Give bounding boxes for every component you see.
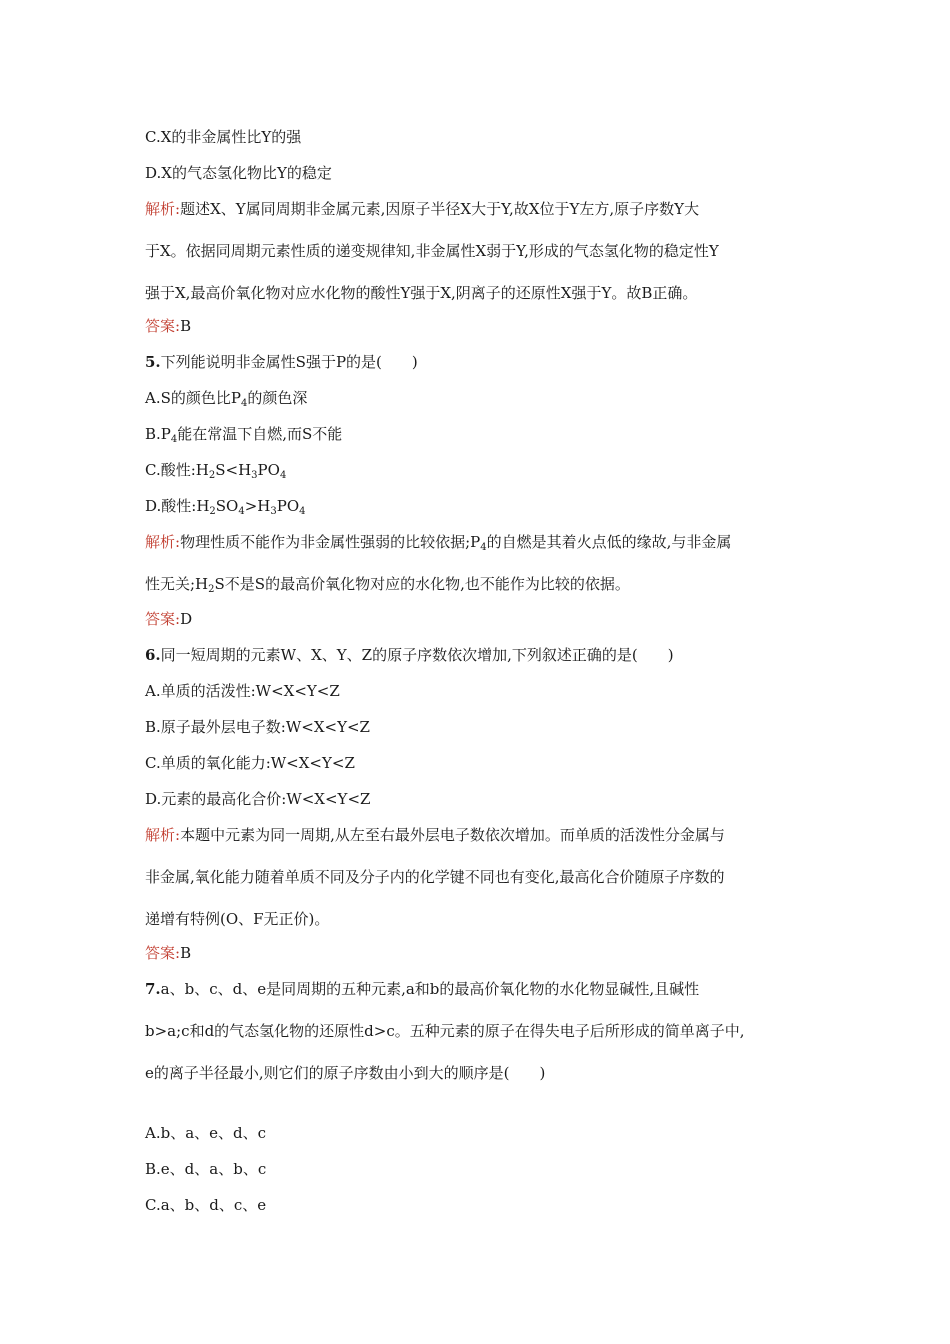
- q6-answer: [145, 943, 825, 963]
- q4-analysis-line-1: [145, 199, 825, 219]
- answer-value: D: [180, 610, 193, 628]
- q7-stem-line-3: e的离子半径最小,则它们的原子序数由小到大的顺序是( ): [145, 1064, 546, 1082]
- q6-stem: [145, 645, 825, 665]
- q5-stem: [145, 352, 825, 372]
- analysis-label: 解析:: [145, 826, 181, 844]
- question-text: 下列能说明非金属性S强于P的是( ): [160, 353, 418, 371]
- q5-analysis-line-2: 性无关$;H_2S$不是S的最高价氧化物对应的水化物,也不能作为比较的依据。: [145, 575, 630, 595]
- question-number: 6.: [145, 646, 161, 664]
- answer-value: B: [180, 317, 192, 335]
- q4-option-c: C.X的非金属性比Y的强: [145, 128, 302, 146]
- analysis-label: 解析:: [145, 533, 181, 551]
- answer-label: 答案:: [145, 317, 181, 335]
- question-number: 5.: [145, 353, 161, 371]
- q4-answer: [145, 316, 825, 336]
- answer-label: 答案:: [145, 944, 181, 962]
- question-number: 7.: [145, 980, 161, 998]
- q7-stem-line-2: b>a;c和d的气态氢化物的还原性d>c。五种元素的原子在得失电子后所形成的简单离子中,: [145, 1022, 745, 1040]
- q6-option-b: B.原子最外层电子数:W<X<Y<Z: [145, 718, 370, 736]
- q5-option-c: C.酸性$:H_2S<H_3PO_4$: [145, 461, 287, 481]
- q7-stem-line-1: 7.a、b、c、d、e是同周期的五种元素,a和b的最高价氧化物的水化物显碱性,且碱性: [145, 980, 700, 998]
- q6-analysis-line-1: 解析:本题中元素为同一周期,从左至右最外层电子数依次增加。而单质的活泼性分金属与: [145, 826, 725, 844]
- q5-option-b: $B.P_4$能在常温下自燃,而S不能: [145, 425, 343, 445]
- analysis-text: 题述X、Y属同周期非金属元素,因原子半径X大于Y,故X位于Y左方,原子序数Y大: [180, 200, 700, 218]
- q6-analysis-line-2: 非金属,氧化能力随着单质不同及分子内的化学键不同也有变化,最高化合价随原子序数的: [145, 868, 725, 886]
- question-text: 同一短周期的元素W、X、Y、Z的原子序数依次增加,下列叙述正确的是( ): [160, 646, 674, 664]
- q7-option-a: A.b、a、e、d、c: [145, 1124, 267, 1142]
- q7-option-c: C.a、b、d、c、e: [145, 1196, 267, 1214]
- q4-option-d: D.X的气态氢化物比Y的稳定: [145, 164, 332, 182]
- q6-option-d: D.元素的最高化合价:W<X<Y<Z: [145, 790, 371, 808]
- q6-analysis-line-3: 递增有特例(O、F无正价)。: [145, 910, 330, 928]
- q5-answer: [145, 609, 825, 629]
- answer-label: 答案:: [145, 610, 181, 628]
- q4-analysis-line-2: 于X。依据同周期元素性质的递变规律知,非金属性X弱于Y,形成的气态氢化物的稳定性Y: [145, 242, 719, 260]
- q4-analysis-line-3: 强于X,最高价氧化物对应水化物的酸性Y强于X,阴离子的还原性X强于Y。故B正确。: [145, 284, 698, 302]
- q6-option-a: A.单质的活泼性:W<X<Y<Z: [145, 682, 340, 700]
- q5-option-a: A.S的颜色比$P_4$的颜色深: [145, 389, 308, 409]
- q5-analysis-line-1: 解析:物理性质不能作为非金属性强弱的比较依据$;P_4$的自燃是其着火点低的缘故,与非金属: [145, 533, 732, 553]
- q6-option-c: C.单质的氧化能力:W<X<Y<Z: [145, 754, 355, 772]
- q5-option-d: D.酸性$:H_2SO_4>H_3PO_4$: [145, 497, 306, 517]
- q7-option-b: B.e、d、a、b、c: [145, 1160, 267, 1178]
- answer-value: B: [180, 944, 192, 962]
- analysis-label: 解析:: [145, 200, 181, 218]
